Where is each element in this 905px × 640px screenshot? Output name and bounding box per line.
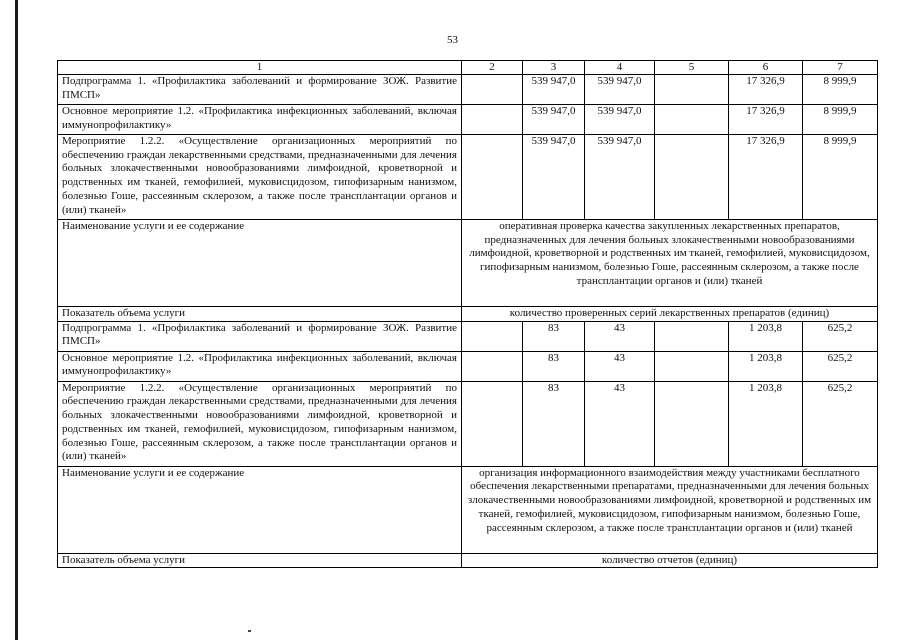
table-body bbox=[58, 75, 878, 568]
row-label: Наименование услуги и ее содержание bbox=[58, 220, 462, 307]
table-row bbox=[58, 466, 878, 553]
row-value-c2 bbox=[462, 381, 523, 466]
row-value-c4: 43 bbox=[585, 351, 655, 381]
row-value-c5 bbox=[655, 351, 729, 381]
table-row bbox=[58, 553, 878, 568]
row-value-c6: 17 326,9 bbox=[729, 135, 803, 220]
row-description: Основное мероприятие 1.2. «Профилактика инфекционных заболеваний, включая иммунопрофилактику» bbox=[58, 105, 462, 135]
row-value-c3: 83 bbox=[523, 351, 585, 381]
row-value-c5 bbox=[655, 321, 729, 351]
row-label: Наименование услуги и ее содержание bbox=[58, 466, 462, 553]
row-value-c5 bbox=[655, 105, 729, 135]
row-description: Подпрограмма 1. «Профилактика заболеваний и формирование ЗОЖ. Развитие ПМСП» bbox=[58, 321, 462, 351]
row-value-c7: 8 999,9 bbox=[803, 75, 878, 105]
row-value-c4: 539 947,0 bbox=[585, 105, 655, 135]
table-row bbox=[58, 321, 878, 351]
table-row bbox=[58, 135, 878, 220]
row-value-c7: 8 999,9 bbox=[803, 135, 878, 220]
row-value-c4: 43 bbox=[585, 321, 655, 351]
table-row bbox=[58, 307, 878, 322]
row-value-c5 bbox=[655, 75, 729, 105]
row-value-c2 bbox=[462, 321, 523, 351]
row-label: Показатель объема услуги bbox=[58, 307, 462, 322]
row-merged-value: оперативная проверка качества закупленных лекарственных препаратов, предназначенных для лечения больных злокачественными новообразованиями лимфоидной, кроветворной и родственных им тканей, гемофилией, муковисцидозом, гипофизарным нанизмом, болезнью Гоше, рассеянным склерозом, а также после трансплантации органов и (или) тканей bbox=[462, 220, 878, 307]
table-row bbox=[58, 75, 878, 105]
row-merged-value: организация информационного взаимодействия между участниками бесплатного обеспечения лекарственными препаратами, предназначенными для лечения больных злокачественными новообразованиями лимфоидной, кроветворной и родственных им тканей, гемофилией, муковисцидозом, гипофизарным нанизмом, болезнью Гоше, рассеянным склерозом, а также после трансплантации органов и (или) тканей bbox=[462, 466, 878, 553]
row-value-c4: 43 bbox=[585, 381, 655, 466]
row-label: Показатель объема услуги bbox=[58, 553, 462, 568]
scan-edge-bar bbox=[15, 0, 18, 640]
row-description: Основное мероприятие 1.2. «Профилактика инфекционных заболеваний, включая иммунопрофилактику» bbox=[58, 351, 462, 381]
row-value-c6: 1 203,8 bbox=[729, 351, 803, 381]
row-value-c5 bbox=[655, 381, 729, 466]
row-value-c3: 539 947,0 bbox=[523, 135, 585, 220]
row-value-c3: 83 bbox=[523, 321, 585, 351]
table-row bbox=[58, 381, 878, 466]
header-col-3: 3 bbox=[523, 61, 585, 75]
header-col-4: 4 bbox=[585, 61, 655, 75]
header-col-6: 6 bbox=[729, 61, 803, 75]
row-value-c7: 625,2 bbox=[803, 381, 878, 466]
row-value-c7: 8 999,9 bbox=[803, 105, 878, 135]
header-col-1: 1 bbox=[58, 61, 462, 75]
row-description: Подпрограмма 1. «Профилактика заболеваний и формирование ЗОЖ. Развитие ПМСП» bbox=[58, 75, 462, 105]
row-value-c3: 83 bbox=[523, 381, 585, 466]
row-value-c6: 17 326,9 bbox=[729, 75, 803, 105]
scan-speck bbox=[248, 630, 251, 632]
table-row bbox=[58, 351, 878, 381]
row-value-c7: 625,2 bbox=[803, 351, 878, 381]
row-merged-value: количество проверенных серий лекарственных препаратов (единиц) bbox=[462, 307, 878, 322]
row-value-c3: 539 947,0 bbox=[523, 105, 585, 135]
row-value-c2 bbox=[462, 75, 523, 105]
row-value-c6: 1 203,8 bbox=[729, 381, 803, 466]
row-value-c2 bbox=[462, 105, 523, 135]
row-value-c6: 1 203,8 bbox=[729, 321, 803, 351]
row-value-c7: 625,2 bbox=[803, 321, 878, 351]
row-value-c5 bbox=[655, 135, 729, 220]
row-description: Мероприятие 1.2.2. «Осуществление организационных мероприятий по обеспечению граждан лекарственными средствами, предназначенными для лечения больных злокачественными новообразованиями лимфоидной, кроветворной и родственных им тканей, гемофилией, муковисцидозом, гипофизарным нанизмом, болезнью Гоше, рассеянным склерозом, а также после трансплантации органов и (или) тканей» bbox=[58, 381, 462, 466]
table-header-row bbox=[58, 61, 878, 75]
page-number: 53 bbox=[447, 34, 458, 46]
header-col-7: 7 bbox=[803, 61, 878, 75]
row-value-c6: 17 326,9 bbox=[729, 105, 803, 135]
row-value-c2 bbox=[462, 351, 523, 381]
row-value-c4: 539 947,0 bbox=[585, 75, 655, 105]
header-col-2: 2 bbox=[462, 61, 523, 75]
row-value-c3: 539 947,0 bbox=[523, 75, 585, 105]
row-description: Мероприятие 1.2.2. «Осуществление организационных мероприятий по обеспечению граждан лекарственными средствами, предназначенными для лечения больных злокачественными новообразованиями лимфоидной, кроветворной и родственных им тканей, гемофилией, муковисцидозом, гипофизарным нанизмом, болезнью Гоше, рассеянным склерозом, а также после трансплантации органов и (или) тканей» bbox=[58, 135, 462, 220]
table-row bbox=[58, 220, 878, 307]
row-merged-value: количество отчетов (единиц) bbox=[462, 553, 878, 568]
table-row bbox=[58, 105, 878, 135]
budget-table bbox=[57, 60, 878, 568]
row-value-c4: 539 947,0 bbox=[585, 135, 655, 220]
row-value-c2 bbox=[462, 135, 523, 220]
header-col-5: 5 bbox=[655, 61, 729, 75]
